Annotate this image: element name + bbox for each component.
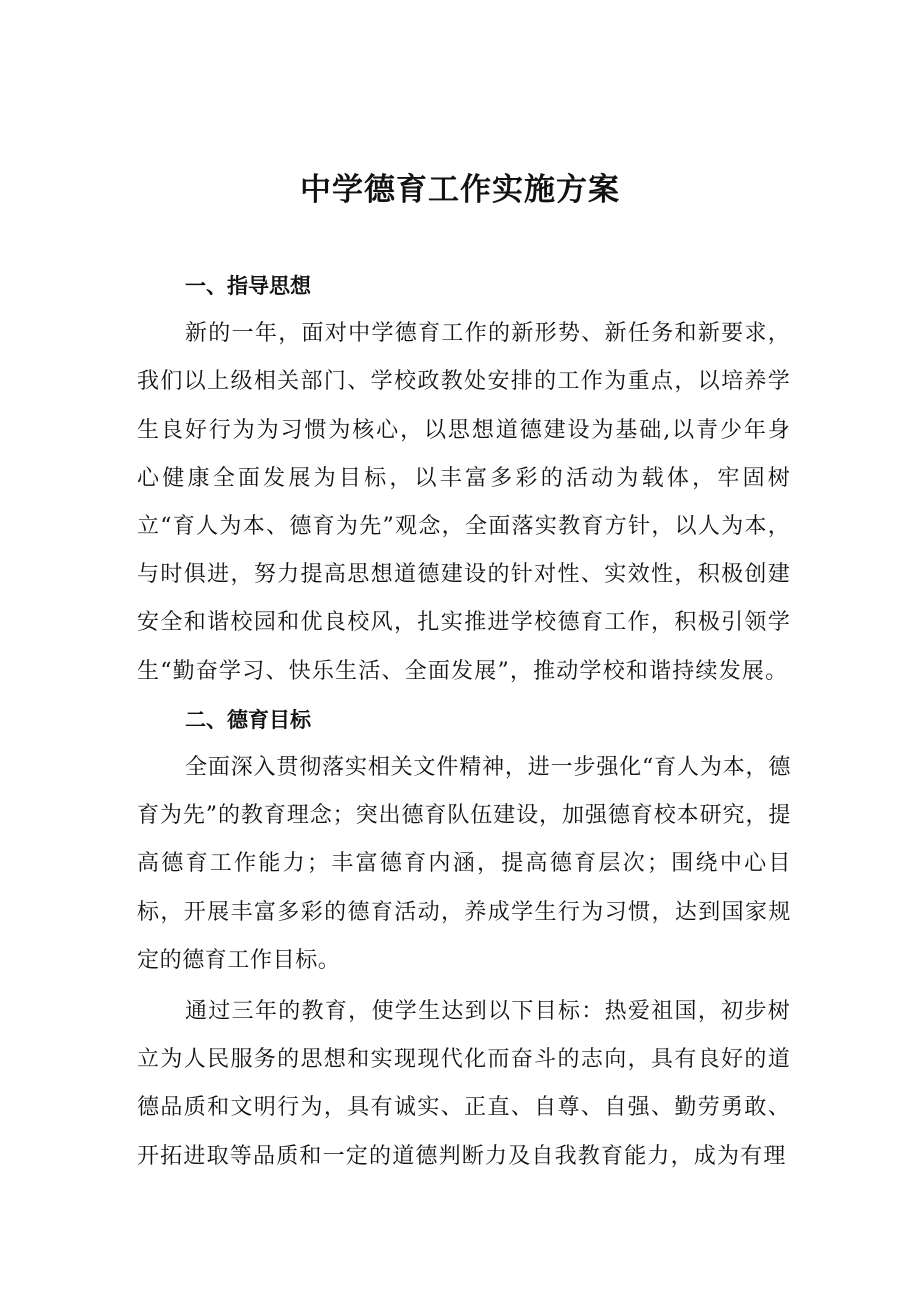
- paragraph: 通过三年的教育，使学生达到以下目标：热爱祖国，初步树立为人民服务的思想和实现现代化而奋斗的志向，具有良好的道德品质和文明行为，具有诚实、正直、自尊、自强、勤劳勇敢、开拓进取等品质和一定的道德判断力及自我教育能力，成为有理: [137, 999, 791, 1169]
- section-moral-goals: [137, 696, 791, 1181]
- section-heading: 二、德育目标: [185, 707, 311, 732]
- paragraph: 全面深入贯彻落实相关文件精神，进一步强化“育人为本，德育为先”的教育理念；突出德育队伍建设，加强德育校本研究，提高德育工作能力；丰富德育内涵，提高德育层次；围绕中心目标，开展丰富多彩的德育活动，养成学生行为习惯，达到国家规定的德育工作目标。: [137, 755, 791, 973]
- section-guiding-ideology: [137, 262, 791, 696]
- paragraph: 新的一年，面对中学德育工作的新形势、新任务和新要求，我们以上级相关部门、学校政教处安排的工作为重点，以培养学生良好行为为习惯为核心，以思想道德建设为基础,以青少年身心健康全面发展为目标，以丰富多彩的活动为载体，牢固树立“育人为本、德育为先”观念，全面落实教育方针，以人为本，与时俱进，努力提高思想道德建设的针对性、实效性，积极创建安全和谐校园和优良校风，扎实推进学校德育工作，积极引领学生“勤奋学习、快乐生活、全面发展”，推动学校和谐持续发展。: [137, 321, 791, 684]
- document-body: [137, 262, 791, 1181]
- document-title: 中学德育工作实施方案: [300, 172, 620, 208]
- section-heading: 一、指导思想: [185, 274, 311, 298]
